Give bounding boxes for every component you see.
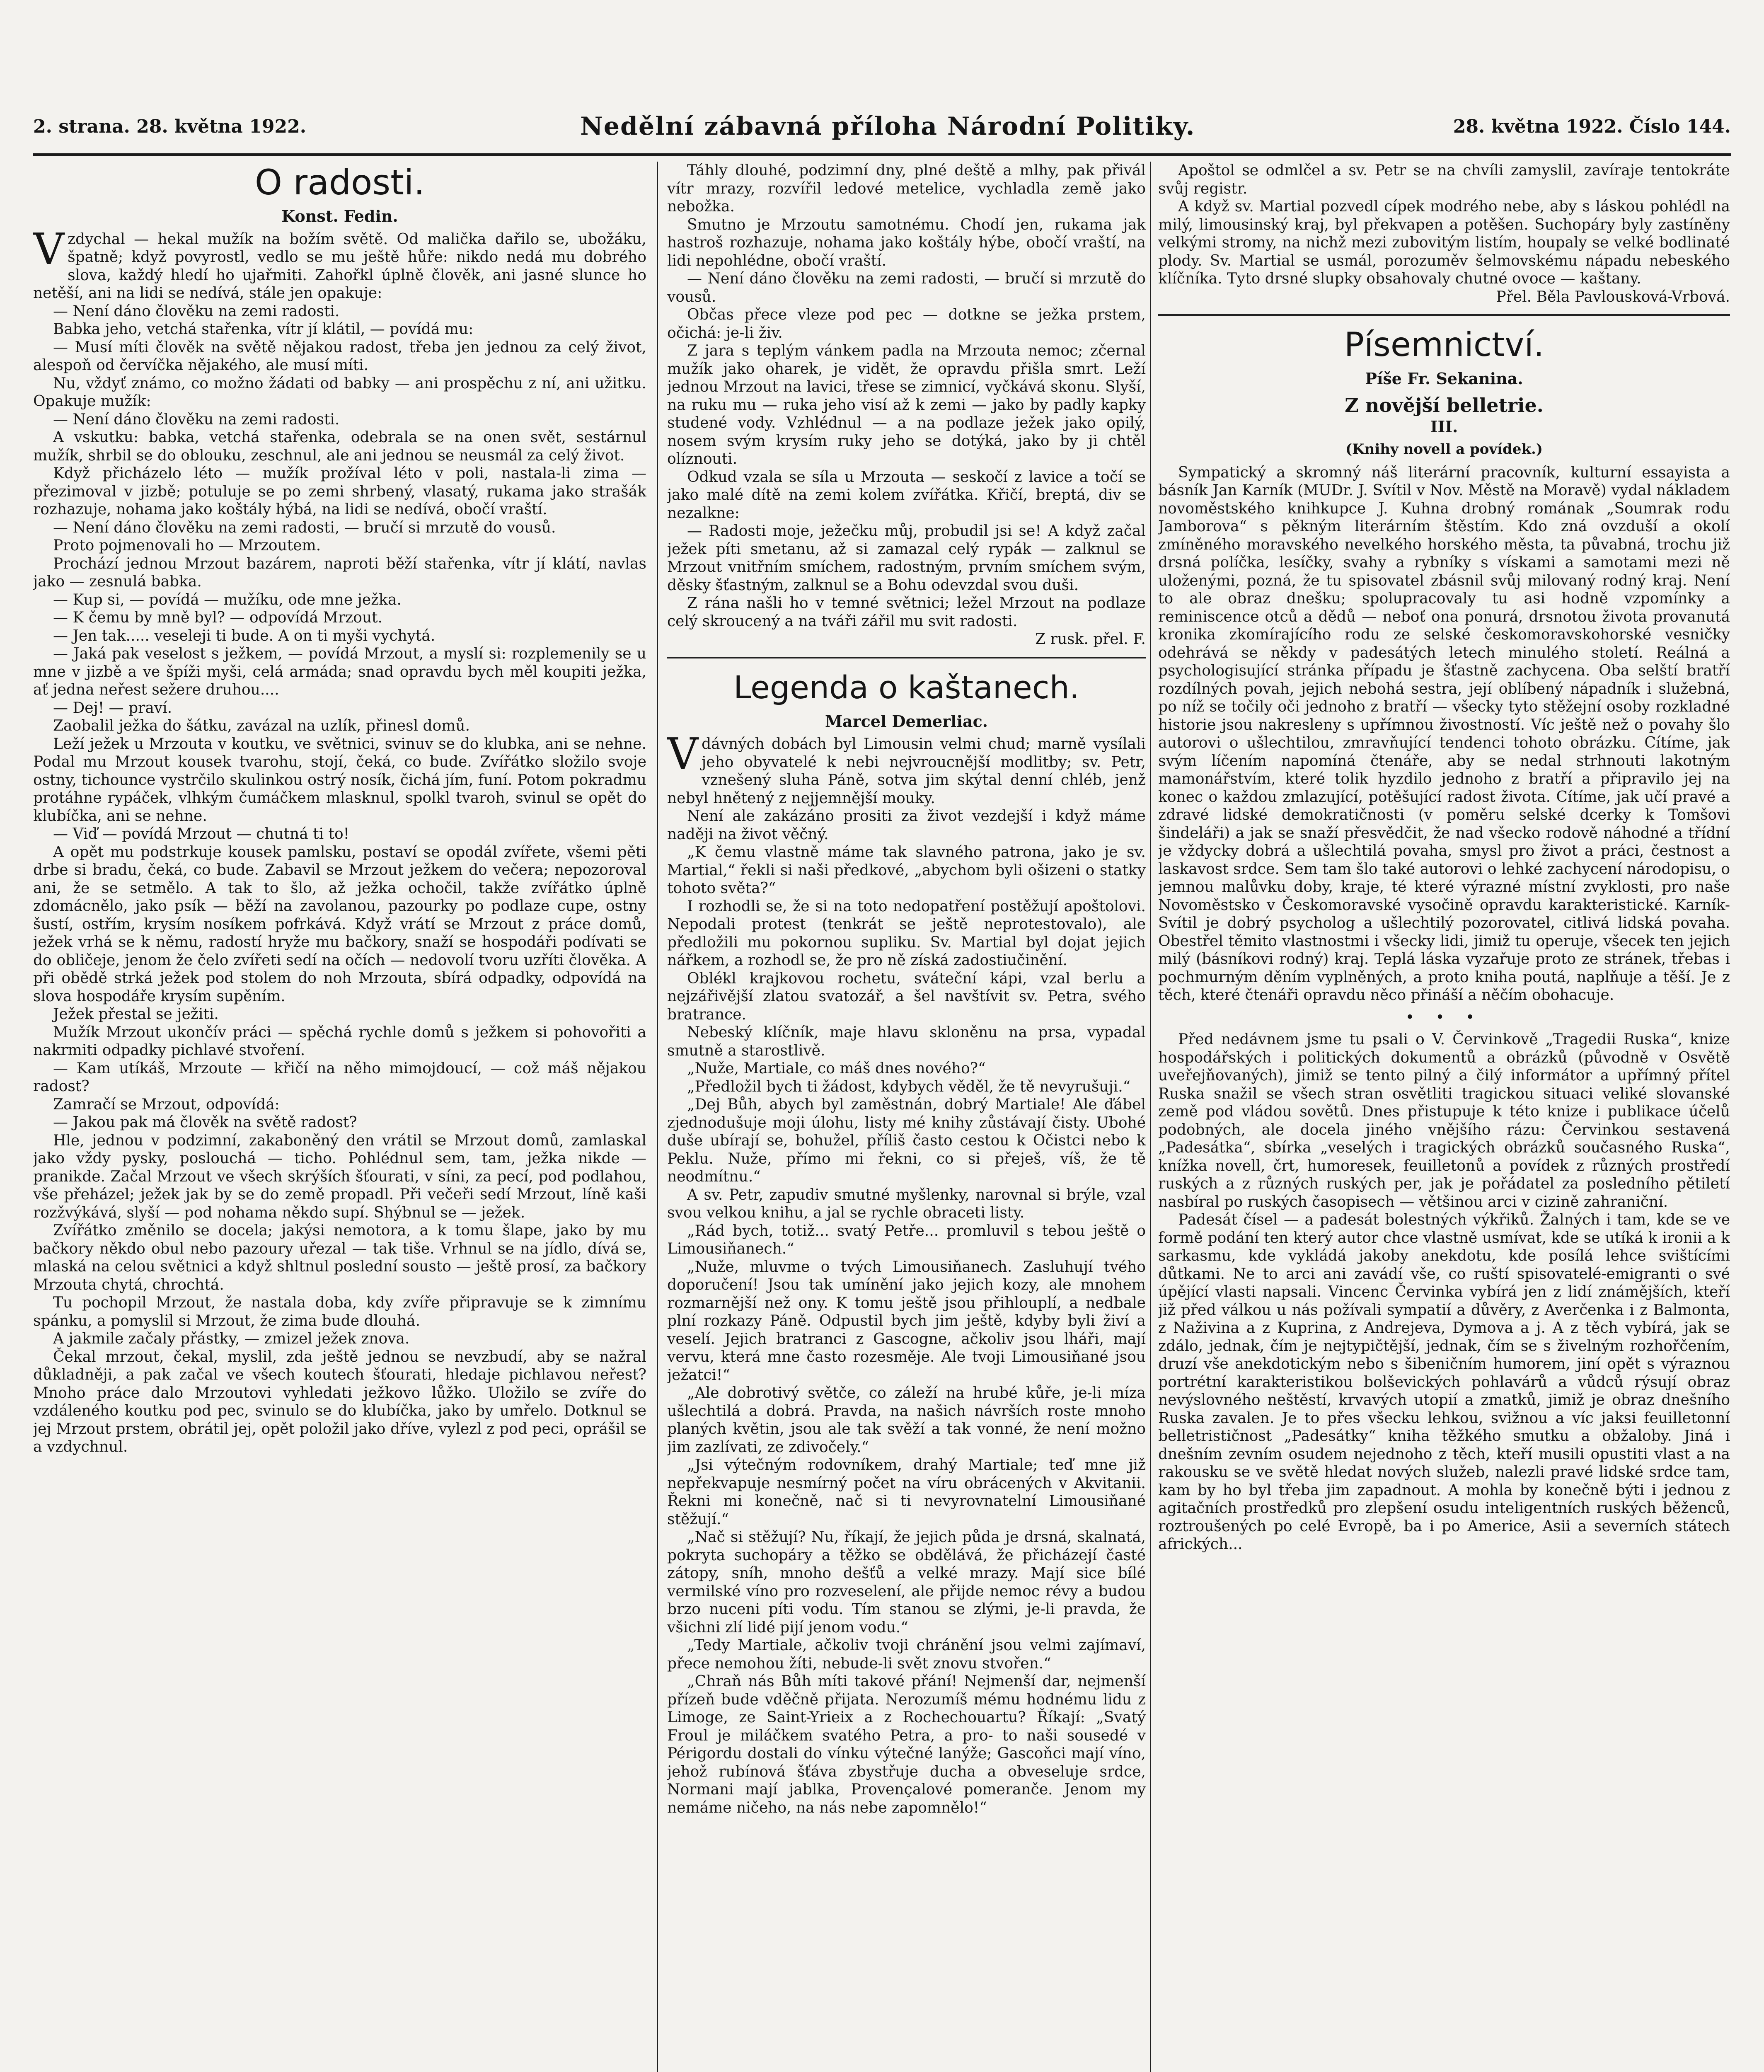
page-date-left: 2. strana. 28. května 1922. — [33, 116, 307, 137]
paragraph: „Dej Bůh, abych byl zaměstnán, dobrý Martiale! Ale ďábel zjednodušuje moji úlohu, listy mé knihy zůstávají čisty. Ubohé duše ubírají se, bohužel, příliš často cestou k Očistci nebo k Peklu. Nuže, přímo mi řekni, co si přeješ, víš, že tě neodmítnu.“ — [667, 1096, 1146, 1185]
paragraph: „Nuže, mluvme o tvých Limousiňanech. Zasluhují tvého doporučení! Jsou tak umínění jako jejich kozy, ale mnohem rozmarnější než ony. K tomu ještě jsou přihlouplí, a nedbale plní rozkazy Páně. Odpustil bych jim ještě, kdyby byli živí a veselí. Jejich bratranci z Gascogne, ačkoliv jsou lháři, mají vervu, která mne často rozesměje. Ale tvoji Limousiňané jsou ježatci!“ — [667, 1258, 1146, 1384]
paragraph: Babka jeho, vetchá stařenka, vítr jí klátil, — povídá mu: — [53, 321, 474, 338]
paragraph: Táhly dlouhé, podzimní dny, plné deště a mlhy, pak přivál vítr mrazy, rozvířil ledové metelice, vychladla země jako nebožka. — [667, 162, 1146, 215]
paragraph: Leží ježek u Mrzouta v koutku, ve světnici, svinuv se do klubka, ani se nehne. Podal mu Mrzout kousek tvarohu, stojí, čeká, co bude. Zvířátko složilo svoje ostny, tichounce vystrčilo skulinkou ostrý nosík, čichá jím, funí. Potom pokradmu protáhne rypáček, vlhkým čumáčkem mlasknul, spolkl tvaroh, svinul se opět do klubíčka, ani se nehne. — [33, 735, 646, 825]
article-first-paragraph-legenda: Vdávných dobách byl Limousin velmi chud; marně vysílali jeho obyvatelé k nebi nejvroucnější modlitby; sv. Petr, vznešený sluha Páně, sotva jim skýtal denní chléb, jenž nebyl hnětený z nejjemnější mouky. — [667, 729, 1146, 807]
dropcap: V — [33, 223, 65, 274]
paragraph: Apoštol se odmlčel a sv. Petr se na chvíli zamyslil, zavíraje tentokráte svůj registr. — [1158, 162, 1730, 197]
paragraph: „Jsi výtečným rodovníkem, drahý Martiale; teď mne již nepřekvapuje nesmírný počet na víru obrácených v Akvitanii. Řekni mi konečně, nač si ti nevyrovnatelní Limousiňané stěžují.“ — [667, 1457, 1146, 1528]
column-rule-2 — [1150, 162, 1151, 2072]
paragraph: — Není dáno člověku na zemi radosti. — [53, 303, 340, 320]
article-signature-radost: Z rusk. přel. F. — [1035, 631, 1146, 648]
review-paragraph: Sympatický a skromný náš literární pracovník, kulturní essayista a básník Jan Karník (MUDr. J. Svítil v Nov. Městě na Moravě) vydal nákladem novoměstského knihkupce J. Kuhna drobný romának „Soumrak rodu Jamborova“ s pěkným literárním štěstím. Kdo zná ovzduší a okolí zmíněného moravského nevelkého horského města, ta půvabná, trochu již drsná políčka, lesíčky, svahy a rybníky s vískami a samotami mezi ně uloženými, pozná, že tu spisovatel zbásnil svůj milovaný rodný kraj. Není to ale obraz dnešku; spolupracovaly tu asi hodně vzpomínky a reminiscence otců a dědů — neboť ona ponurá, drsnotou života provanutá kronika zkomírajícího rodu ze selské českomoravskohorské vesničky odehrává se někdy v padesátých letech minulého století. Reálná a psychologisující stránka případu je šťastně zachycena. Oba selští bratří rozdílných povah, jejich nebohá sestra, její oblíbený nápadník i služebná, po níž se točily oči jednoho z bratří — všecky tyto stěžejní osoby rozkladné historie jsou nakresleny s upřímnou živostností. Víc ještě než o povahy šlo autorovi o ušlechtilou, zmravňující tendenci tohoto obrázku. Cítíme, jak svým líčením napomíná čtenáře, aby se nedal strhnouti lakotným mamonářstvím, které tolik hyzdilo jednoho z bratří a připravilo jej na konec o každou zmlazující, potěšující radost života. Cítíme, jak učí pravé a zdravé lidské demokratičnosti (v poměru selské dcerky k Tomšovi šindeláři) a jak se snaží přesvědčit, že nad všecko rodově náhodné a třídní je vždycky dobrá a ušlechtilá povaha, smysl pro život a práci, čestnost a laskavost srdce. Sem tam šlo také autorovi o lehké zachycení národopisu, o jemnou malůvku doby, kraje, té které výrazné místní zvyklosti, pro naše Novoměstsko v Českomoravské vysočině opravdu karakteristické. Karník-Svítil je dobrý psycholog a ušlechtilý pozorovatel, citlivá lidská povaha. Obestřel těmito vlastnostmi i všecky lidi, jimiž tu operuje, všecek ten jejich milý (básníkovi rodný) kraj. Teplá láska vyzařuje proto ze stránek, třebas i pochmurným děním vyplněných, a proto kniha poutá, naplňuje a těší. Je z těch, které čtenáři opravdu něco přináší a něčím obohacuje. — [1158, 464, 1730, 1004]
review-paragraph: Před nedávnem jsme tu psali o V. Červinkově „Tragedii Ruska“, knize hospodářských i politických dokumentů a obrázků (původně v Osvětě uveřejňovaných), jimiž se tento pilný a čilý informátor a upřímný přítel Ruska snažil se všech stran osvětliti tragickou situaci veliké slovanské země pod vládou sovětů. Dnes přistupuje k této knize i publikace účelů podobných, ale docela jiného vnějšího rázu: Červinkou sestavená „Padesátka“, sbírka „veselých i tragických obrázků současného Ruska“, knížka novell, črt, humoresek, feuilletonů a povídek z různých prostředí ruských a z různých ruských per, jak je pořádatel za posledního pětiletí nasbíral po ruských časopisech — většinou arci v cizině zahraniční. — [1158, 1031, 1730, 1210]
section-subheading: (Knihy novell a povídek.) — [1345, 441, 1543, 457]
paragraph: Zvířátko změnilo se docela; jakýsi nemotora, a k tomu šlape, jako by mu bačkory někdo obul nebo pazoury uřezal — tak tiše. Vrhnul se na jídlo, dívá se, mlaská na celou světnici a když shltnul poslední sousto — ještě prosí, za bačkory Mrzouta chytá, chrochtá. — [33, 1222, 646, 1293]
paragraph: Zamračí se Mrzout, odpovídá: — [53, 1096, 280, 1113]
paragraph: — Není dáno člověku na zemi radosti, — bručí si mrzutě do vousů. — [667, 270, 1146, 305]
paragraph: Oblékl krajkovou rochetu, sváteční kápi, vzal berlu a nejzářivější zlatou svatozář, a šel navštívit sv. Petra, svého bratrance. — [667, 970, 1146, 1023]
page-header — [33, 108, 1731, 156]
paragraph: „Předložil bych ti žádost, kdybych věděl, že tě nevyrušuji.“ — [687, 1078, 1131, 1095]
article-author-legenda: Marcel Demerliac. — [825, 712, 988, 731]
section-author: Píše Fr. Sekanina. — [1365, 369, 1523, 388]
newspaper-title: Nedělní zábavná příloha Národní Politiky. — [580, 112, 1195, 141]
paragraph: A sv. Petr, zapudiv smutné myšlenky, narovnal si brýle, vzal svou velkou knihu, a jal se rychle obraceti listy. — [667, 1186, 1146, 1221]
paragraph: „Chraň nás Bůh míti takové přání! Nejmenší dar, nejmenší přízeň bude vděčně přijata. Nerozumíš mému hodnému lidu z Limoge, ze Saint-Yrieix a z Rochechouartu? Říkají: „Svatý Froul je miláčkem svatého Petra, a pro- to naši sousedé v Périgordu dostali do vínku výtečné lanýže; Gascoňci mají víno, jehož rubínová šťáva zbystřuje ducha a obveseluje srdce, Normani mají jablka, Provençalové pomeranče. Jenom my nemáme ničeho, na nás nebe zapomnělo!“ — [667, 1673, 1146, 1816]
paragraph: — Dej! — praví. — [53, 699, 172, 716]
page-issue-right: 28. května 1922. Číslo 144. — [1453, 116, 1731, 137]
paragraph: — Musí míti člověk na světě nějakou radost, třeba jen jednou za celý život, alespoň od červíčka nějakého, ale musí míti. — [33, 339, 646, 374]
paragraph: Zaobalil ježka do šátku, zavázal na uzlík, přinesl domů. — [53, 717, 470, 734]
section-subtitle: Z novější belletrie. — [1345, 394, 1544, 416]
review-paragraph: Padesát čísel — a padesát bolestných výkřiků. Žalných i tam, kde se ve formě podání ten který autor chce vlastně usmívat, kde se utíká k ironii a k sarkasmu, kde vykládá jakoby anekdotu, kde posílá lehce svištícími důtkami. Ne to arci ani zavádí vše, co ruští spisovatelé-emigranti o své úpějící vlasti napsali. Vincenc Červinka vybírá jen z lidí známějších, kteří již před válkou u nás požívali sympatií a důvěry, z Averčenka i z Balmonta, z Naživina a z Kuprina, z Andrejeva, Dymova a j. A z těch vybírá, jak se zdálo, jednak, čím je nejtypičtější, jednak, čím se s živelným rozhořčením, druzí vše anekdotickým nebo s šibeničním humorem, jiní opět s výraznou portrétní karakteristikou bolševických pohlavárů a vůdců rýsují obraz nevýslovného neštěstí, krvavých utopií a zmatků, jimiž je obraz dnešního Ruska zavalen. Je to přes všecku lehkou, svižnou a víc jaksi feuilletonní belletrističnost „Padesátky“ kniha těžkého smutku a obžaloby. Jiná i dnešním zevním osudem nejednoho z těch, kteří musili opustiti vlast a na rakousku se ve světě hledat nových služeb, nalezli pravé lidské srdce tam, kam by ho byl třeba jim zapadnout. A mohla by konečně býti i jednou z agitačních prostředků pro zlepšení osudu inteligentních ruských běženců, roztroušených po celé Evropě, ba i po Americe, Asii a severních státech afrických... — [1158, 1211, 1730, 1553]
article-signature-legenda: Přel. Běla Pavlousková-Vrbová. — [1496, 288, 1730, 305]
paragraph: „Ale dobrotivý světče, co záleží na hrubé kůře, je-li míza ušlechtilá a dobrá. Pravda, na našich návrších roste mnoho planých květin, jsou ale tak svěží a tak vonné, že není možno jim zazlívati, ze zdivočely.“ — [667, 1385, 1146, 1456]
paragraph: I rozhodli se, že si na toto nedopatření postěžují apoštolovi. Nepodali protest (tenkrát se ještě neprotestovalo), ale předložili mu pokornou supliku. Sv. Martial byl dojat jejich nářkem, a rozhodl se, že pro ně získá zadostiučinění. — [667, 898, 1146, 969]
article-author-radost: Konst. Fedin. — [281, 207, 398, 225]
section-roman: III. — [1430, 417, 1458, 436]
paragraph: Mužík Mrzout ukončív práci — spěchá rychle domů s ježkem si pohovořiti a nakrmiti odpadky pichlavé stvoření. — [33, 1024, 646, 1059]
separator-dots: • • • — [1405, 1009, 1483, 1026]
paragraph: Nebeský klíčník, maje hlavu skloněnu na prsa, vypadal smutně a starostlivě. — [667, 1024, 1146, 1059]
paragraph: — Kup si, — povídá — mužíku, ode mne ježka. — [53, 591, 402, 608]
paragraph: — Jen tak..... veseleji ti bude. A on ti myši vychytá. — [53, 627, 436, 644]
paragraph: A když sv. Martial pozvedl cípek modrého nebe, aby s láskou pohlédl na milý, limousinský kraj, byl překvapen a potěšen. Suchopáry byly zastíněny velkými stromy, na nichž mezi zubovitým listím, houpaly se velké bodlinaté plody. Sv. Martial se usmál, porozuměv šelmovskému nápadu nebeského klíčníka. Tyto drsné slupky obsahovaly chutné ovoce — kaštany. — [1158, 198, 1730, 287]
paragraph: A jakmile začaly přástky, — zmizel ježek znova. — [53, 1330, 410, 1347]
paragraph: Hle, jednou v podzimní, zakaboněný den vrátil se Mrzout domů, zamlaskal jako vždy pysky, poslouchá — ticho. Pohlédnul sem, tam, ježka nikde — pranikde. Začal Mrzout ve všech skrýších šťourati, v síni, za pecí, pod podlahou, vše přeházel; ježek jak by se do země propadl. Při večeři sedí Mrzout, líně kaši rozžvýkává, slyší — pod nohama někdo supí. Shýbnul se — ježek. — [33, 1132, 646, 1221]
paragraph: „Nuže, Martiale, co máš dnes nového?“ — [687, 1060, 986, 1077]
paragraph: A opět mu podstrkuje kousek pamlsku, postaví se opodál zvířete, všemi pěti drbe si bradu, čeká, co bude. Zabavil se Mrzout ježkem do večera; nepozoroval ani, že se setmělo. A tak to šlo, až ježka ochočil, takže zvířátko úplně zdomácnělo, jako psík — běží na zavolanou, pazourky po podlaze cupe, ostny šustí, ostřím, krysím nosíkem pofrkává. Když vrátí se Mrzout z práce domů, ježek vrhá se k němu, radostí hryže mu bačkory, snaží se hospodáři podívati se do obličeje, jenom že čelo zvířeti sedí na očích — nedovolí tvoru uzříti člověka. A při obědě strká ježek pod stolem do noh Mrzouta, sbírá odpadky, odpovídá na slova hospodáře krysím supěním. — [33, 843, 646, 1005]
paragraph: — K čemu by mně byl? — odpovídá Mrzout. — [53, 609, 383, 626]
paragraph: A vskutku: babka, vetchá stařenka, odebrala se na onen svět, sestárnul mužík, shrbil se do oblouku, zeschnul, ale ani jednou se neusmál za celý život. — [33, 429, 646, 464]
column-rule-1 — [657, 162, 658, 2072]
paragraph: Smutno je Mrzoutu samotnému. Chodí jen, rukama jak hastroš rozhazuje, nohama jako koštály hýbe, obočí vraští, na lidi nepohlédne, obočí vraští. — [667, 216, 1146, 269]
column-3 — [1158, 162, 1730, 1554]
column-1 — [33, 162, 646, 1456]
paragraph: „Tedy Martiale, ačkoliv tvoji chránění jsou velmi zajímaví, přece nemohou žíti, nebude-li svět znovu stvořen.“ — [667, 1637, 1146, 1672]
article-body-radost — [33, 303, 646, 1456]
paragraph: — Není dáno člověku na zemi radosti, — bručí si mrzutě do vousů. — [53, 519, 556, 536]
column-2 — [667, 162, 1146, 1817]
paragraph: — Kam utíkáš, Mrzoute — křičí na něho mimojdoucí, — což máš nějakou radost? — [33, 1060, 646, 1095]
paragraph: — Jaká pak veselost s ježkem, — povídá Mrzout, a myslí si: rozplemenily se u mne v jizbě a ve špíži myši, celá armáda; snad opravdu bych měl koupiti ježka, ať jedna neřest sežere druhou.... — [33, 645, 646, 698]
article-first-paragraph: Vzdychal — hekal mužík na božím světě. Od malička dařilo se, ubožáku, špatně; když povyrostl, vedlo se mu ještě hůře: nikdo nedá mu dobrého slova, každý hledí ho ujařmiti. Zahořkl úplně člověk, ani jasné slunce ho netěší, ani na lidi se nedívá, stále jen opakuje: — [33, 223, 646, 302]
paragraph: „Rád bych, totiž... svatý Petře... promluvil s tebou ještě o Limousiňanech.“ — [667, 1222, 1146, 1257]
paragraph: Ježek přestal se ježiti. — [53, 1006, 219, 1023]
paragraph: Prochází jednou Mrzout bazárem, naproti běží stařenka, vítr jí klátí, navlas jako — zesnulá babka. — [33, 555, 646, 590]
article-continuation-legenda — [1158, 162, 1730, 288]
dropcap-legenda: V — [667, 729, 699, 779]
paragraph: „K čemu vlastně máme tak slavného patrona, jako je sv. Martial,“ řekli si naši předkové, „abychom byli ošizeni o statky tohoto světa?“ — [667, 844, 1146, 897]
paragraph: Z jara s teplým vánkem padla na Mrzouta nemoc; zčernal mužík jako oharek, je vidět, že opravdu přišla smrt. Leží jednou Mrzout na lavici, třese se zimnicí, vyčkává skonu. Slyší, na ruku mu — ruka jeho visí až k zemi — jako by padly kapky studené vody. Vzhlédnul — a na podlaze ježek jako opilý, nosem svým krysím ruky jeho se dotýká, jako by ji chtěl olíznouti. — [667, 342, 1146, 467]
article-title-legenda: Legenda o kaštanech. — [733, 668, 1079, 706]
paragraph: Není ale zakázáno prositi za život vezdejší i když máme naději na život věčný. — [667, 808, 1146, 843]
article-title-radost: O radosti. — [254, 162, 425, 203]
section-divider — [1158, 314, 1730, 316]
paragraph: Občas přece vleze pod pec — dotkne se ježka prstem, očichá: je-li živ. — [667, 306, 1146, 341]
paragraph: Když přicházelo léto — mužík prožíval léto v poli, nastala-li zima — přezimoval v jizbě; potuluje se po zemi shrbený, vlasatý, rukama jako strašák rozhazuje, nohama jako koštály hýbá, na lidi se nedívá, obočí vraští. — [33, 465, 646, 518]
article-divider — [667, 657, 1146, 658]
paragraph: Proto pojmenovali ho — Mrzoutem. — [53, 537, 321, 554]
paragraph: Nu, vždyť známo, co možno žádati od babky — ani prospěchu z ní, ani užitku. Opakuje mužík: — [33, 375, 646, 410]
paragraph: — Není dáno člověku na zemi radosti. — [53, 411, 340, 428]
article-body-legenda — [667, 807, 1146, 1817]
paragraph: — Viď — povídá Mrzout — chutná ti to! — [53, 825, 350, 842]
article-continuation-radost — [667, 162, 1146, 630]
paragraph: Z rána našli ho v temné světnici; ležel Mrzout na podlaze celý skroucený a na tváři zářil mu svit radosti. — [667, 595, 1146, 630]
paragraph: „Nač si stěžují? Nu, říkají, že jejich půda je drsná, skalnatá, pokryta suchopáry a těžko se obdělává, že přicházejí časté zátopy, sníh, mnoho dešťů a velké mrazy. Mají sice bílé vermilské víno pro rozveselení, ale přijde nemoc révy a budou brzo nuceni píti vodu. Tím stanou se zlými, je-li pravda, že všichni zlí lidé pijí jenom vodu.“ — [667, 1529, 1146, 1636]
section-title-pisemnictvi: Písemnictví. — [1344, 325, 1544, 364]
paragraph: Odkud vzala se síla u Mrzouta — seskočí z lavice a točí se jako malé dítě na zemi kolem zvířátka. Křičí, breptá, div se nezalkne: — [667, 468, 1146, 522]
paragraph: Tu pochopil Mrzout, že nastala doba, kdy zvíře připravuje se k zimnímu spánku, a pomyslil si Mrzout, že zima bude dlouhá. — [33, 1294, 646, 1329]
paragraph: Čekal mrzout, čekal, myslil, zda ještě jednou se nevzbudí, aby se nažral důkladněji, a pak začal ve všech koutech šťourati, hledaje pichlavou neřest? Mnoho práce dalo Mrzoutovi vyhledati ježkovo lůžko. Uložilo se zvíře do vzdáleného koutku pod pec, svinulo se do klubíčka, jako by umřelo. Dotknul se jej Mrzout prstem, obrátil jej, opět položil jako dříve, vylezl z pod peci, oprášil se a vzdychnul. — [33, 1348, 646, 1455]
paragraph: — Jakou pak má člověk na světě radost? — [53, 1114, 357, 1131]
paragraph: — Radosti moje, ježečku můj, probudil jsi se! A když začal ježek píti smetanu, až si zamazal celý rypák — zalknul se Mrzout vnitřním smíchem, radostným, prvním smíchem svým, děsky šťastným, zalknul se a Bohu odevzdal svou duši. — [667, 523, 1146, 594]
